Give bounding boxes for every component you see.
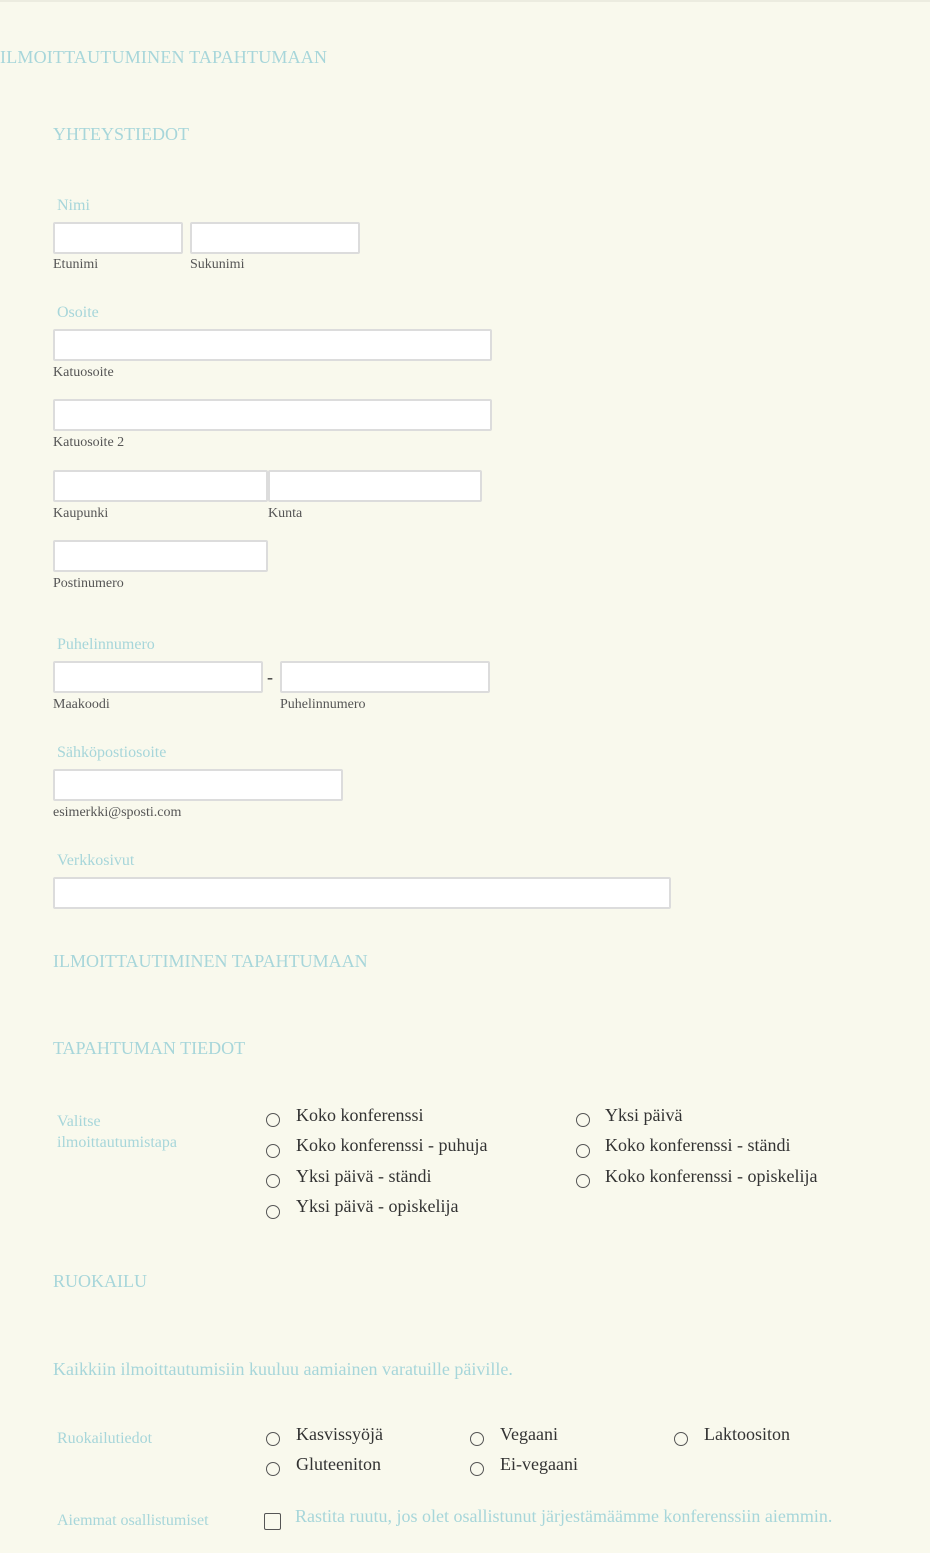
first-name-input[interactable] [53, 222, 183, 254]
area-code-input[interactable] [53, 661, 263, 693]
registration-type-label-line2: ilmoittautumistapa [57, 1134, 177, 1151]
radio-vegaani[interactable] [470, 1432, 484, 1446]
option-label-laktoositon[interactable]: Laktoositon [704, 1424, 790, 1444]
option-label-koko-konferenssi[interactable]: Koko konferenssi [296, 1105, 424, 1125]
section-heading-registration: ILMOITTAUTIMINEN TAPAHTUMAAN [53, 951, 368, 971]
section-heading-event: TAPAHTUMAN TIEDOT [53, 1038, 246, 1058]
previous-participation-label: Aiemmat osallistumiset [57, 1512, 209, 1529]
municipality-input[interactable] [268, 470, 482, 502]
name-label: Nimi [57, 197, 90, 214]
registration-type-label [57, 1111, 177, 1153]
phone-label: Puhelinnumero [57, 636, 155, 653]
section-heading-food: RUOKAILU [53, 1271, 147, 1291]
option-label-yksi-paiva-opiskelija[interactable]: Yksi päivä - opiskelija [296, 1196, 459, 1216]
email-input[interactable] [53, 769, 343, 801]
email-label: Sähköpostiosoite [57, 744, 167, 761]
section-heading-contact: YHTEYSTIEDOT [53, 124, 189, 144]
diet-label: Ruokailutiedot [57, 1430, 153, 1447]
municipality-sublabel: Kunta [268, 506, 303, 521]
radio-yksi-paiva-opiskelija[interactable] [266, 1205, 280, 1219]
registration-type-label-line1: Valitse [57, 1113, 101, 1130]
option-label-ei-vegaani[interactable]: Ei-vegaani [500, 1454, 578, 1474]
website-label: Verkkosivut [57, 852, 135, 869]
radio-koko-konferenssi-opiskelija[interactable] [576, 1174, 590, 1188]
email-sublabel: esimerkki@sposti.com [53, 805, 182, 820]
phone-number-sublabel: Puhelinnumero [280, 697, 366, 712]
phone-separator: - [267, 667, 273, 687]
area-code-sublabel: Maakoodi [53, 697, 110, 712]
radio-gluteeniton[interactable] [266, 1462, 280, 1476]
radio-koko-konferenssi-puhuja[interactable] [266, 1144, 280, 1158]
food-note: Kaikkiin ilmoittautumisiin kuuluu aamiainen varatuille päiville. [53, 1359, 513, 1379]
last-name-sublabel: Sukunimi [190, 257, 245, 272]
option-label-koko-konferenssi-opiskelija[interactable]: Koko konferenssi - opiskelija [605, 1166, 818, 1186]
radio-yksi-paiva[interactable] [576, 1113, 590, 1127]
phone-number-input[interactable] [280, 661, 490, 693]
radio-koko-konferenssi[interactable] [266, 1113, 280, 1127]
postal-code-input[interactable] [53, 540, 268, 572]
city-sublabel: Kaupunki [53, 506, 109, 521]
radio-yksi-paiva-standi[interactable] [266, 1174, 280, 1188]
street-address-input[interactable] [53, 329, 492, 361]
previous-participation-checkbox-label[interactable]: Rastita ruutu, jos olet osallistunut järjestämäämme konferenssiin aiemmin. [295, 1506, 833, 1526]
option-label-yksi-paiva-standi[interactable]: Yksi päivä - ständi [296, 1166, 432, 1186]
street-address-sublabel: Katuosoite [53, 365, 114, 380]
street-address-2-sublabel: Katuosoite 2 [53, 435, 125, 450]
radio-kasvissyoja[interactable] [266, 1432, 280, 1446]
postal-code-sublabel: Postinumero [53, 576, 124, 591]
option-label-vegaani[interactable]: Vegaani [500, 1424, 558, 1444]
top-divider [0, 0, 930, 2]
address-label: Osoite [57, 304, 99, 321]
page-title: ILMOITTAUTUMINEN TAPAHTUMAAN [0, 47, 328, 67]
option-label-koko-konferenssi-puhuja[interactable]: Koko konferenssi - puhuja [296, 1135, 488, 1155]
first-name-sublabel: Etunimi [53, 257, 99, 272]
option-label-kasvissyoja[interactable]: Kasvissyöjä [296, 1424, 383, 1444]
option-label-gluteeniton[interactable]: Gluteeniton [296, 1454, 381, 1474]
option-label-yksi-paiva[interactable]: Yksi päivä [605, 1105, 683, 1125]
previous-participation-checkbox[interactable] [264, 1513, 281, 1530]
street-address-2-input[interactable] [53, 399, 492, 431]
website-input[interactable] [53, 877, 671, 909]
option-label-koko-konferenssi-standi[interactable]: Koko konferenssi - ständi [605, 1135, 791, 1155]
city-input[interactable] [53, 470, 268, 502]
last-name-input[interactable] [190, 222, 360, 254]
radio-laktoositon[interactable] [674, 1432, 688, 1446]
radio-koko-konferenssi-standi[interactable] [576, 1144, 590, 1158]
radio-ei-vegaani[interactable] [470, 1462, 484, 1476]
